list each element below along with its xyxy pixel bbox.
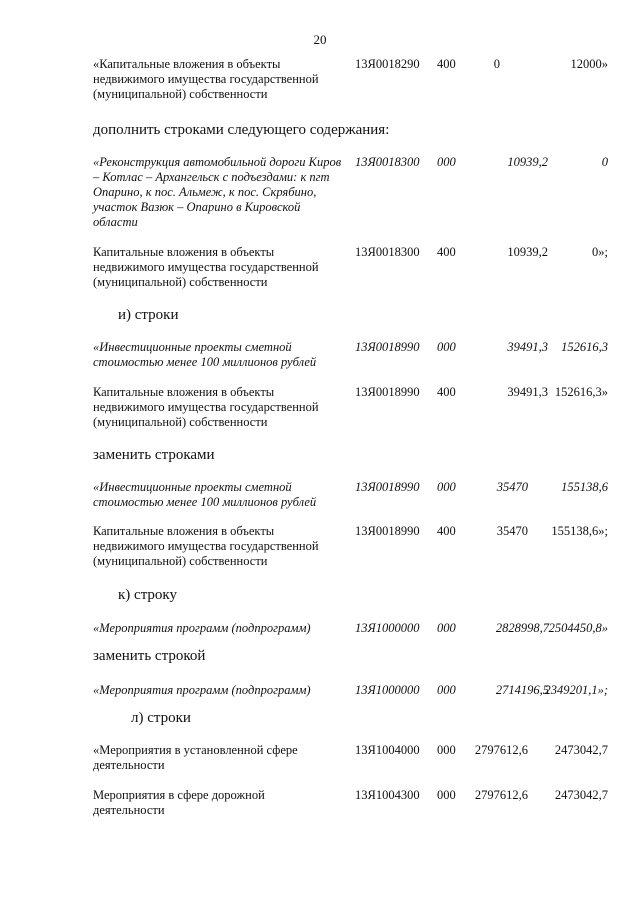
row-value-2: 2473042,7	[554, 788, 608, 802]
row-value-1: 35470	[496, 480, 528, 494]
instruction-replace-rows: заменить строками	[93, 447, 215, 463]
row-value-2: 152616,3»	[554, 385, 608, 399]
row-value-1: 0	[493, 57, 500, 71]
row-code: 13Я1004000	[355, 743, 420, 757]
row-expense-type: 400	[437, 524, 456, 538]
row-value-2: 152616,3	[561, 340, 608, 354]
row-expense-type: 000	[437, 155, 456, 169]
row-value-1: 2828998,7	[495, 621, 549, 635]
row-name: «Инвестиционные проекты сметной стоимостью менее 100 миллионов рублей	[93, 340, 317, 369]
row-code: 13Я0018290	[355, 57, 420, 71]
row-expense-type: 000	[437, 743, 456, 757]
row-expense-type: 000	[437, 480, 456, 494]
row-value-1: 10939,2	[507, 245, 548, 259]
row-name: «Мероприятия программ (подпрограмм)	[93, 621, 311, 635]
row-expense-type: 000	[437, 621, 456, 635]
row-value-2: 0	[601, 155, 608, 169]
row-value-2: 2473042,7	[554, 743, 608, 757]
row-value-1: 35470	[496, 524, 528, 538]
row-code: 13Я1000000	[355, 621, 420, 635]
row-code: 13Я0018300	[355, 245, 420, 259]
instruction-add-rows: дополнить строками следующего содержания:	[93, 122, 390, 138]
row-value-1: 2714196,5	[495, 683, 549, 697]
row-name: Капитальные вложения в объекты недвижимого имущества государственной (муниципальной) собственности	[93, 385, 319, 429]
row-value-2: 0»;	[592, 245, 608, 259]
row-name: «Мероприятия программ (подпрограмм)	[93, 683, 311, 697]
row-name: «Инвестиционные проекты сметной стоимостью менее 100 миллионов рублей	[93, 480, 317, 509]
row-value-2: 12000»	[570, 57, 608, 71]
row-code: 13Я0018990	[355, 480, 420, 494]
row-code: 13Я0018990	[355, 524, 420, 538]
row-expense-type: 400	[437, 385, 456, 399]
row-expense-type: 400	[437, 57, 456, 71]
row-code: 13Я0018300	[355, 155, 420, 169]
row-name: Капитальные вложения в объекты недвижимого имущества государственной (муниципальной) собственности	[93, 524, 319, 568]
instruction-item-l: л) строки	[131, 710, 191, 726]
instruction-item-k: к) строку	[118, 587, 178, 603]
row-expense-type: 000	[437, 788, 456, 802]
row-value-1: 39491,3	[507, 340, 548, 354]
row-code: 13Я0018990	[355, 385, 420, 399]
row-name: Капитальные вложения в объекты недвижимого имущества государственной (муниципальной) собственности	[93, 245, 319, 289]
row-value-1: 2797612,6	[474, 788, 528, 802]
row-expense-type: 000	[437, 340, 456, 354]
row-value-2: 155138,6	[561, 480, 608, 494]
row-code: 13Я0018990	[355, 340, 420, 354]
page-number: 20	[313, 32, 327, 47]
row-value-2: 2504450,8»	[548, 621, 608, 635]
row-code: 13Я1000000	[355, 683, 420, 697]
row-code: 13Я1004300	[355, 788, 420, 802]
row-name: «Реконструкция автомобильной дороги Киров – Котлас – Архангельск с подъездами: к пгт Опарино, к пос. Альмеж, к пос. Скрябино, участок Вазюк – Опарино в Кировской области	[93, 155, 342, 229]
row-name: «Капитальные вложения в объекты недвижимого имущества государственной (муниципальной) собственности	[93, 57, 319, 101]
instruction-item-i: и) строки	[118, 307, 179, 323]
row-name: «Мероприятия в установленной сфере деятельности	[93, 743, 298, 772]
row-value-2: 2349201,1»;	[544, 683, 608, 697]
row-value-1: 39491,3	[507, 385, 548, 399]
row-expense-type: 400	[437, 245, 456, 259]
row-value-2: 155138,6»;	[551, 524, 608, 538]
row-name: Мероприятия в сфере дорожной деятельности	[93, 788, 265, 817]
row-value-1: 10939,2	[507, 155, 548, 169]
row-expense-type: 000	[437, 683, 456, 697]
row-value-1: 2797612,6	[474, 743, 528, 757]
instruction-replace-row: заменить строкой	[93, 648, 206, 664]
